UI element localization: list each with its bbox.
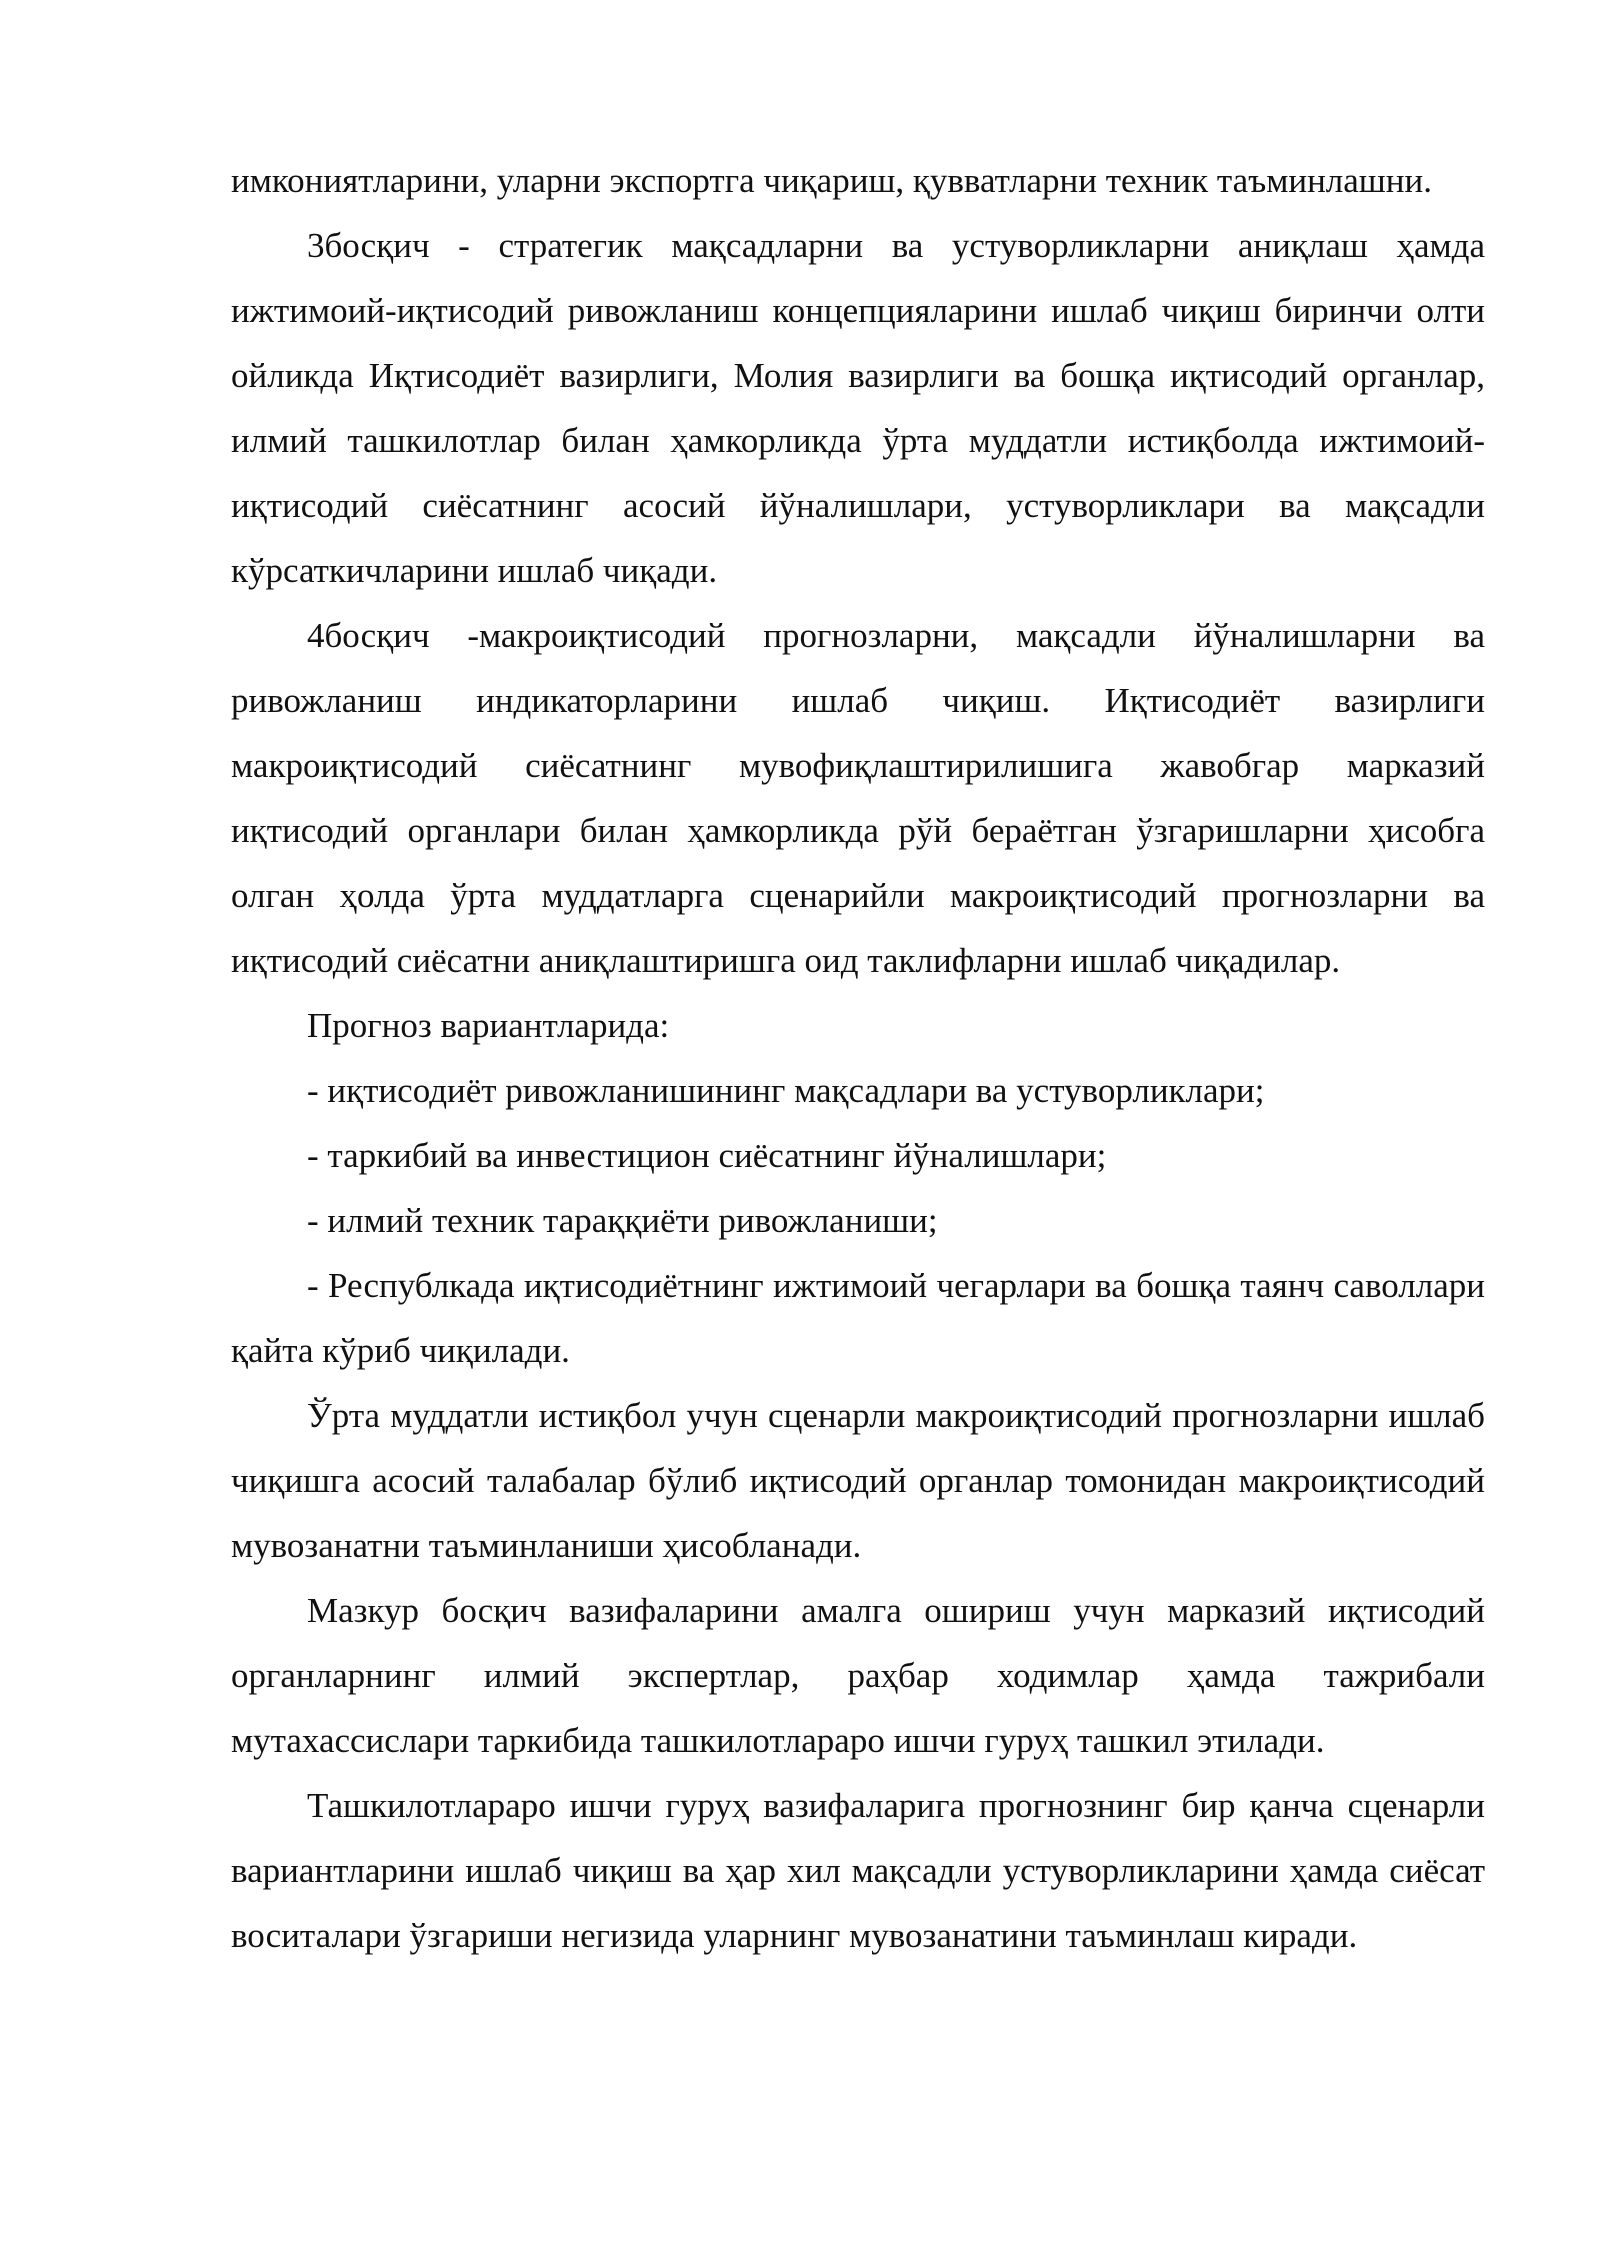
forecast-variants-heading: Прогноз вариантларида: bbox=[307, 1006, 670, 1045]
paragraph-working-group: Мазкур босқич вазифаларини амалга ошириш учун марказий иқтисодий органларнинг илмий экспертлар, раҳбар ходимлар ҳамда тажрибали мутахассислари таркибида ташкилотлараро ишчи гуруҳ ташкил этилади. bbox=[231, 1591, 1485, 1760]
list-item: - иқтисодиёт ривожланишининг мақсадлари ва устуворликлари; bbox=[307, 1071, 1265, 1110]
paragraph-continuation: имкониятларини, уларни экспортга чиқариш, қувватларни техник таъминлашни. bbox=[231, 161, 1432, 200]
document-page bbox=[231, 148, 1485, 1968]
paragraph-stage-4: 4босқич -макроиқтисодий прогнозларни, мақсадли йўналишларни ва ривожланиш индикаторларини ишлаб чиқиш. Иқтисодиёт вазирлиги макроиқтисодий сиёсатнинг мувофиқлаштирилишига жавобгар марказий иқтисодий органлари билан ҳамкорликда рўй бераётган ўзгаришларни ҳисобга олган ҳолда ўрта муддатларга сценарийли макроиқтисодий прогнозларни ва иқтисодий сиёсатни аниқлаштиришга оид таклифларни ишлаб чиқадилар. bbox=[231, 616, 1485, 980]
list-item: - таркибий ва инвестицион сиёсатнинг йўналишлари; bbox=[307, 1136, 1107, 1175]
list-item: - илмий техник тараққиёти ривожланиши; bbox=[307, 1201, 938, 1240]
paragraph-medium-term: Ўрта муддатли истиқбол учун сценарли макроиқтисодий прогнозларни ишлаб чиқишга асосий талабалар бўлиб иқтисодий органлар томонидан макроиқтисодий мувозанатни таъминланиши ҳисобланади. bbox=[231, 1396, 1485, 1565]
paragraph-group-tasks: Ташкилотлараро ишчи гуруҳ вазифаларига прогнознинг бир қанча сценарли вариантларини ишлаб чиқиш ва ҳар хил мақсадли устуворликларини ҳамда сиёсат воситалари ўзгариши негизида уларнинг мувозанатини таъминлаш киради. bbox=[231, 1786, 1485, 1955]
list-item: - Республкада иқтисодиётнинг ижтимоий чегарлари ва бошқа таянч саволлари қайта кўриб чиқилади. bbox=[231, 1266, 1485, 1370]
paragraph-stage-3: 3босқич - стратегик мақсадларни ва устуворликларни аниқлаш ҳамда ижтимоий-иқтисодий ривожланиш концепцияларини ишлаб чиқиш биринчи олти ойликда Иқтисодиёт вазирлиги, Молия вазирлиги ва бошқа иқтисодий органлар, илмий ташкилотлар билан ҳамкорликда ўрта муддатли истиқболда ижтимоий-иқтисодий сиёсатнинг асосий йўналишлари, устуворликлари ва мақсадли кўрсаткичларини ишлаб чиқади. bbox=[231, 226, 1485, 590]
